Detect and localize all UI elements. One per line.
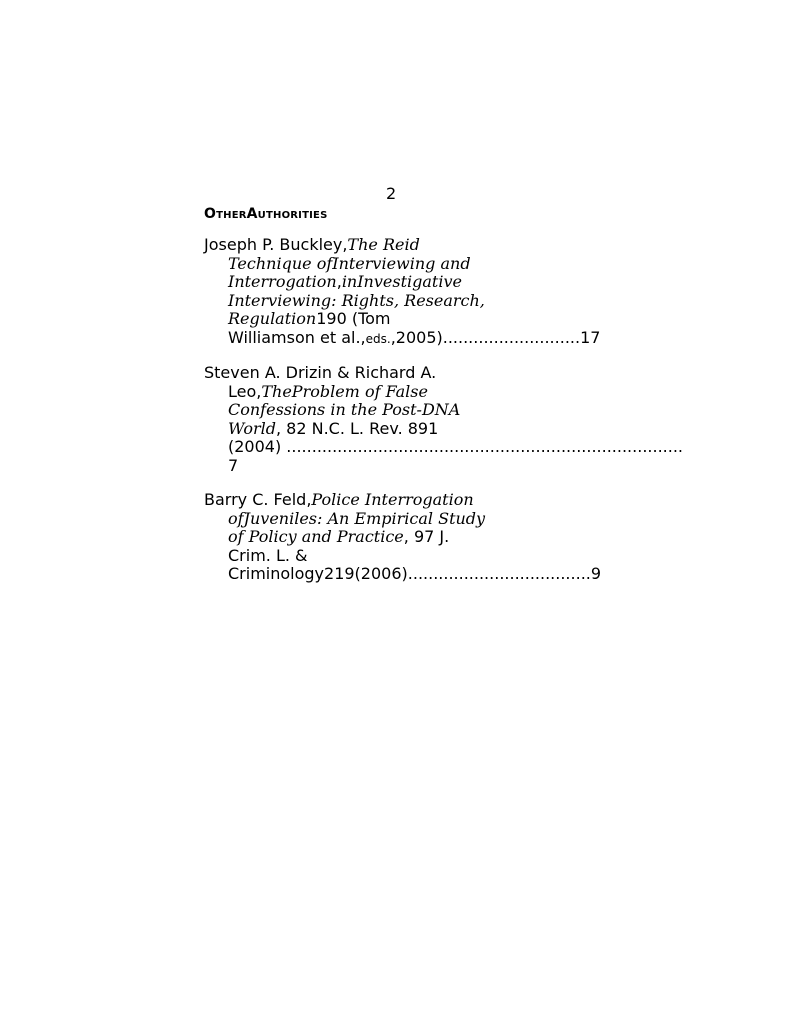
entry-line xyxy=(204,255,674,274)
title-text: Interviewing: Rights, Research, xyxy=(228,290,485,310)
citation-text: , 97 J. xyxy=(403,527,450,546)
citation-text: 190 (Tom xyxy=(316,309,391,328)
title-text: inInvestigative xyxy=(341,272,462,291)
entry-line xyxy=(204,401,674,420)
entry-line xyxy=(204,364,674,383)
title-text: The Reid xyxy=(347,235,420,254)
entry-line xyxy=(204,383,674,402)
entry-line xyxy=(204,236,674,255)
title-text: TheProblem of False xyxy=(261,381,428,401)
author-text: Steven A. Drizin & Richard A. xyxy=(204,363,437,382)
authority-entry xyxy=(204,491,674,584)
dot-leader: .............................................................................. xyxy=(286,437,683,456)
entry-line xyxy=(204,547,674,566)
authority-entry xyxy=(204,236,674,348)
title-text: of Policy and Practice xyxy=(228,527,404,546)
entry-line xyxy=(204,292,674,311)
title-text: Confessions in the Post-DNA xyxy=(228,400,461,419)
citation-text: ,2005) xyxy=(390,327,443,347)
entry-line xyxy=(204,528,674,547)
page-reference: 7 xyxy=(228,455,239,475)
citation-text: (2004) xyxy=(228,437,287,456)
page-reference: 9 xyxy=(590,564,602,583)
dot-leader: ........................... xyxy=(442,327,581,347)
section-heading: OtherAuthorities xyxy=(204,206,328,222)
citation-text: Criminology219(2006) xyxy=(228,564,408,583)
title-text: Regulation xyxy=(228,309,317,328)
entry-line xyxy=(204,329,674,349)
author-text: Barry C. Feld, xyxy=(204,490,312,509)
authority-entry xyxy=(204,363,683,475)
author-text: Joseph P. Buckley, xyxy=(204,235,348,254)
entry-line xyxy=(204,273,674,292)
title-text: Technique ofInterviewing and xyxy=(228,253,471,273)
entry-line xyxy=(204,510,674,529)
entry-line xyxy=(204,310,674,329)
citation-text: Crim. L. & xyxy=(228,545,308,565)
citation-text: Williamson et al., xyxy=(228,327,366,347)
entry-line xyxy=(204,565,674,584)
punctuation-text: , xyxy=(336,272,342,291)
title-text: Police Interrogation xyxy=(311,490,474,509)
entry-line xyxy=(204,420,674,439)
dot-leader: .................................... xyxy=(407,564,591,583)
title-text: ofJuveniles: An Empirical Study xyxy=(228,508,486,528)
entry-line xyxy=(204,457,674,476)
title-text: World xyxy=(228,418,276,438)
citation-text: , 82 N.C. L. Rev. 891 xyxy=(276,418,439,438)
citation-text: eds. xyxy=(365,331,391,346)
page-number: 2 xyxy=(386,184,397,203)
entry-line xyxy=(204,437,683,457)
entry-line xyxy=(204,491,674,510)
page-reference: 17 xyxy=(580,327,601,347)
title-text: Interrogation xyxy=(228,272,337,291)
author-text: Leo, xyxy=(228,381,262,401)
